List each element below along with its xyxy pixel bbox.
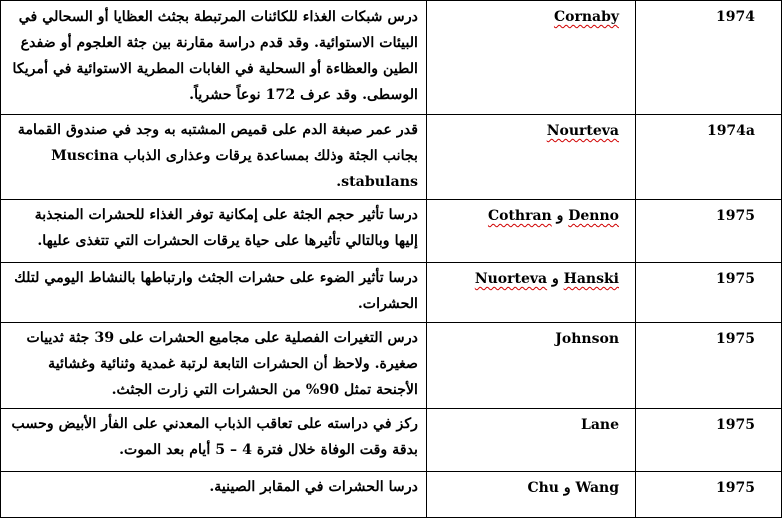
description-text: درسا الحشرات في المقابر الصينية. (209, 479, 418, 495)
author-cell (427, 472, 636, 517)
author-name: Nourteva (546, 123, 619, 139)
description-cell (1, 472, 427, 517)
table-row (1, 1, 781, 115)
year-cell (636, 409, 781, 471)
table-row (1, 409, 781, 472)
author-name: Denno (568, 208, 619, 224)
year-text: 1975 (716, 208, 755, 224)
year-text: 1975 (716, 331, 755, 347)
description-text: درس شبكات الغذاء للكائنات المرتبطة بجثث العظايا أو السحالي في البيئات الاستوائية. وقد قدم دراسة مقارنة بين جثة العلجوم أو ضفدع الطين والعظاءة أو السحلية في الغابات المطرية الاستوائية في أمريكا الوسطى. وقد عرف 172 نوعاً حشرياً. (12, 9, 418, 103)
author-cell (427, 1, 636, 114)
author-name: Cornaby (553, 9, 619, 25)
author-name: Wang (575, 480, 619, 496)
table-row (1, 323, 781, 409)
year-cell (636, 323, 781, 408)
author-wrap (427, 263, 635, 289)
year-cell (636, 263, 781, 322)
year-text: 1975 (716, 417, 755, 433)
author-name: Chu (527, 480, 559, 496)
description-cell (1, 1, 427, 114)
author-name: Johnson (555, 331, 619, 347)
description-cell (1, 409, 427, 471)
description-cell (1, 323, 427, 408)
author-wrap (427, 472, 635, 498)
table-row (1, 115, 781, 200)
year-text: 1974 (716, 9, 755, 25)
year-text: 1975 (716, 480, 755, 496)
author-wrap (427, 323, 635, 349)
description-cell (1, 200, 427, 262)
description-text: درسا تأثير الضوء على حشرات الجثث وارتباطها بالنشاط اليومي لتلك الحشرات. (14, 270, 418, 312)
year-cell (636, 472, 781, 517)
author-name: Hanski (563, 271, 619, 287)
description-cell (1, 115, 427, 199)
author-cell (427, 409, 636, 471)
year-cell (636, 115, 781, 199)
author-conjunction: و (563, 480, 571, 496)
table-row (1, 472, 781, 517)
author-wrap (427, 1, 635, 27)
author-wrap (427, 200, 635, 226)
author-cell (427, 263, 636, 322)
author-conjunction: و (551, 271, 559, 287)
table-row (1, 200, 781, 263)
author-cell (427, 323, 636, 408)
description-cell (1, 263, 427, 322)
author-cell (427, 200, 636, 262)
author-wrap (427, 409, 635, 435)
year-text: 1975 (716, 271, 755, 287)
author-conjunction: و (556, 208, 564, 224)
author-wrap (427, 115, 635, 141)
description-text: درسا تأثير حجم الجثة على إمكانية توفر الغذاء للحشرات المنجذبة إليها وبالتالي تأثيرها على حياة يرقات الحشرات التي تتغذى عليها. (34, 207, 418, 249)
table-row (1, 263, 781, 323)
year-cell (636, 200, 781, 262)
year-cell (636, 1, 781, 114)
author-cell (427, 115, 636, 199)
author-name: Cothran (487, 208, 552, 224)
author-name: Nuorteva (474, 271, 548, 287)
author-name: Lane (580, 417, 619, 433)
description-text: ركز في دراسته على تعاقب الذباب المعدني على الفأر الأبيض وحسب بدقة وقت الوفاة خلال فترة 4 – 5 أيام بعد الموت. (11, 416, 418, 458)
description-text: درس التغيرات الفصلية على مجاميع الحشرات على 39 جثة ثدييات صغيرة. ولاحظ أن الحشرات التابعة لرتبة غمدية وثنائية وغشائية الأجنحة تمثل 90% من الحشرات التي زارت الجثث. (26, 330, 418, 398)
description-text: قدر عمر صبغة الدم على قميص المشتبه به وجد في صندوق القمامة بجانب الجثة وذلك بمساعدة يرقات وعذارى الذباب Muscina stabulans. (17, 122, 418, 190)
year-text: 1974a (706, 123, 755, 139)
